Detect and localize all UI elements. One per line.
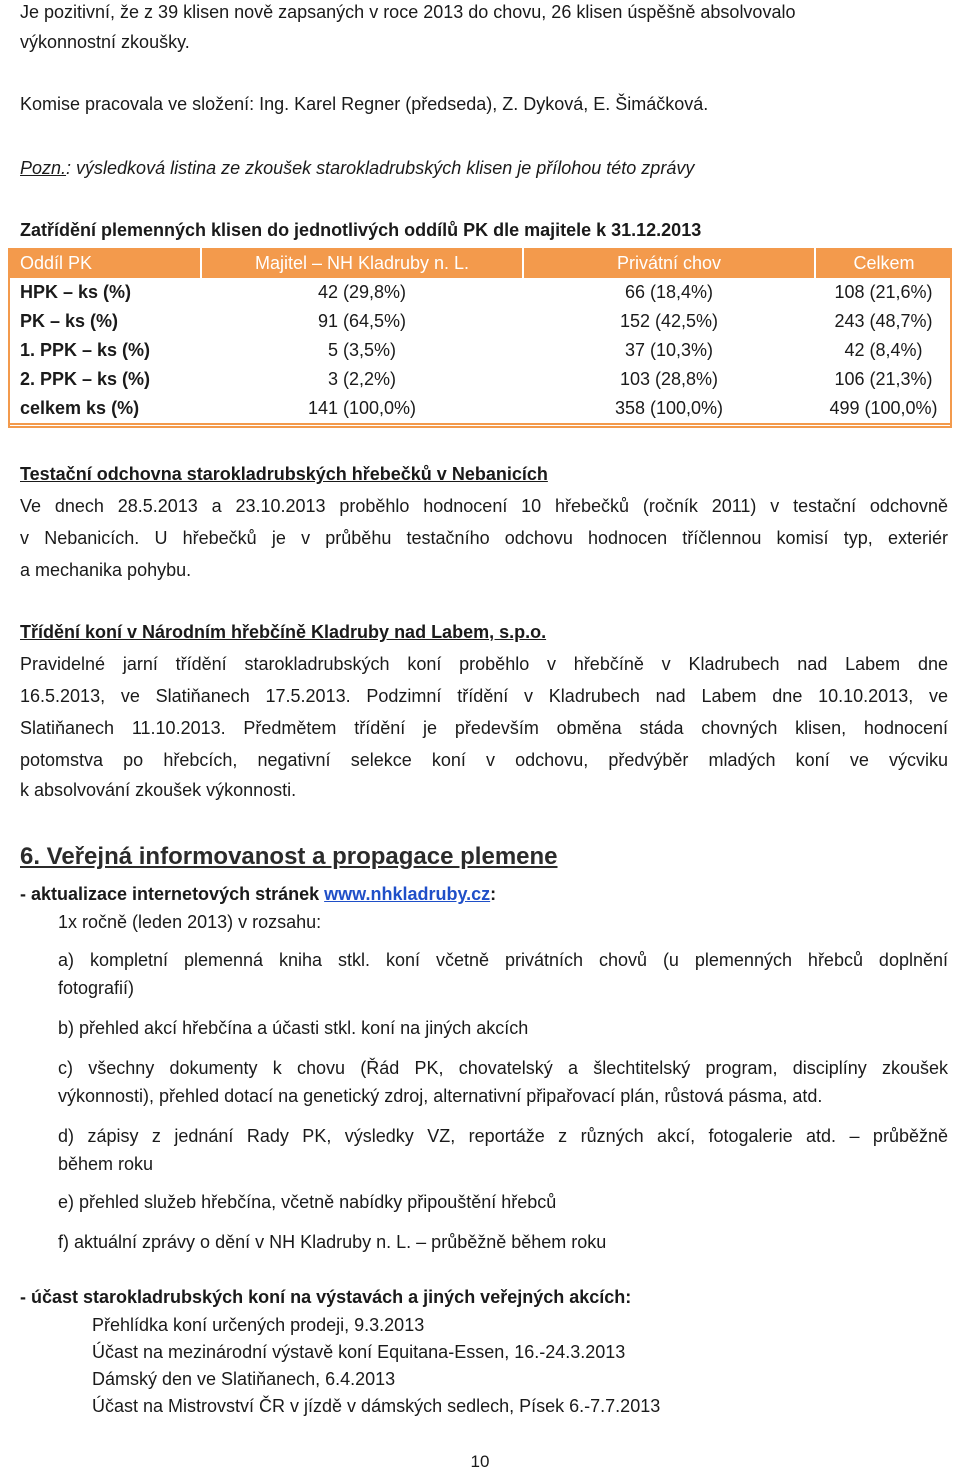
item-c-line-1: c) všechny dokumenty k chovu (Řád PK, chovatelský a šlechtitelský program, disciplíny zkoušek	[58, 1058, 948, 1078]
frequency-text: 1x ročně (leden 2013) v rozsahu:	[58, 912, 322, 932]
item-b: b) přehled akcí hřebčína a účasti stkl. koní na jiných akcích	[58, 1018, 529, 1038]
pozn-text: : výsledková listina ze zkoušek starokladrubských klisen je přílohou této zprávy	[66, 158, 695, 178]
header-oddil: Oddíl PK	[8, 248, 201, 278]
header-privatni: Privátní chov	[523, 248, 815, 278]
event-item: Účast na mezinárodní výstavě koní Equitana-Essen, 16.-24.3.2013	[92, 1342, 626, 1362]
cell: 106 (21,3%)	[834, 369, 933, 389]
item-a-line-1: a) kompletní plemenná kniha stkl. koní včetně privátních chovů (u plemenných hřebců doplnění	[58, 950, 948, 970]
cell: PK – ks (%)	[20, 311, 119, 331]
section-6-heading: 6. Veřejná informovanost a propagace plemene	[20, 843, 558, 870]
komise-text: Komise pracovala ve složení: Ing. Karel Regner (předseda), Z. Dyková, E. Šimáčková.	[20, 94, 709, 114]
cell: 5 (3,5%)	[327, 340, 397, 360]
testacni-heading: Testační odchovna starokladrubských hřebečků v Nebanicích	[20, 464, 548, 484]
cell: 499 (100,0%)	[815, 394, 952, 424]
testacni-line-2: v Nebanicích. U hřebečků je v průběhu testačního odchovu hodnocen tříčlennou komisí typ, exteriér	[20, 528, 948, 548]
item-a-line-2: fotografií)	[58, 978, 135, 998]
header-celkem: Celkem	[815, 248, 952, 278]
cell: 108 (21,6%)	[834, 282, 933, 302]
web-update-colon: :	[490, 884, 497, 904]
table-title: Zatřídění plemenných klisen do jednotlivých oddílů PK dle majitele k 31.12.2013	[20, 220, 702, 240]
table-row	[8, 365, 952, 394]
item-e: e) přehled služeb hřebčína, včetně nabídky připouštění hřebců	[58, 1192, 557, 1212]
intro-line-1: Je pozitivní, že z 39 klisen nově zapsaných v roce 2013 do chovu, 26 klisen úspěšně absolvovalo	[20, 2, 796, 22]
testacni-line-3: a mechanika pohybu.	[20, 560, 192, 580]
website-link[interactable]: www.nhkladruby.cz	[324, 884, 491, 904]
cell: celkem ks (%)	[8, 394, 201, 424]
trideni-line-2: 16.5.2013, ve Slatiňanech 17.5.2013. Podzimní třídění v Kladrubech nad Labem dne 10.10.2013, ve	[20, 686, 948, 706]
cell: HPK – ks (%)	[20, 282, 132, 302]
table-row	[8, 278, 952, 307]
cell: 91 (64,5%)	[317, 311, 407, 331]
trideni-line-4: potomstva po hřebcích, negativní selekce koní v odchovu, předvýběr mladých koní ve výcviku	[20, 750, 948, 770]
table-row-total	[8, 394, 952, 424]
table-row	[8, 307, 952, 336]
cell: 243 (48,7%)	[834, 311, 933, 331]
pozn-label: Pozn.	[20, 158, 67, 178]
cell: 358 (100,0%)	[523, 394, 815, 424]
item-c-line-2: výkonnosti), přehled dotací na genetický zdroj, alternativní připařovací plán, růstová pásma, atd.	[58, 1086, 823, 1106]
intro-line-2: výkonnostní zkoušky.	[20, 32, 190, 52]
cell: 42 (29,8%)	[317, 282, 407, 302]
cell: 103 (28,8%)	[619, 369, 719, 389]
cell: 3 (2,2%)	[327, 369, 397, 389]
web-update-label: - aktualizace internetových stránek	[20, 884, 325, 904]
trideni-line-1: Pravidelné jarní třídění starokladrubských koní proběhlo v hřebčíně v Kladrubech nad Labem dne	[20, 654, 948, 674]
header-majitel: Majitel – NH Kladruby n. L.	[201, 248, 523, 278]
trideni-line-3: Slatiňanech 11.10.2013. Předmětem třídění je především obměna stáda chovných klisen, hodnocení	[20, 718, 948, 738]
web-update-line	[20, 882, 496, 906]
cell: 2. PPK – ks (%)	[20, 369, 151, 389]
cell: 37 (10,3%)	[624, 340, 714, 360]
cell: 66 (18,4%)	[624, 282, 714, 302]
trideni-line-5: k absolvování zkoušek výkonnosti.	[20, 780, 297, 800]
classification-table	[8, 248, 952, 425]
cell: 152 (42,5%)	[619, 311, 719, 331]
testacni-line-1: Ve dnech 28.5.2013 a 23.10.2013 proběhlo hodnocení 10 hřebečků (ročník 2011) v testační odchovně	[20, 496, 948, 516]
cell: 1. PPK – ks (%)	[20, 340, 151, 360]
cell: 141 (100,0%)	[201, 394, 523, 424]
table-header-row	[8, 248, 952, 278]
events-heading: - účast starokladrubských koní na výstavách a jiných veřejných akcích:	[20, 1287, 632, 1307]
event-item: Účast na Mistrovství ČR v jízdě v dámských sedlech, Písek 6.-7.7.2013	[92, 1396, 661, 1416]
cell: 42 (8,4%)	[844, 340, 923, 360]
trideni-heading: Třídění koní v Národním hřebčíně Kladruby nad Labem, s.p.o.	[20, 622, 547, 642]
event-item: Dámský den ve Slatiňanech, 6.4.2013	[92, 1369, 396, 1389]
item-d-line-2: během roku	[58, 1154, 154, 1174]
event-item: Přehlídka koní určených prodeji, 9.3.2013	[92, 1315, 425, 1335]
table-row	[8, 336, 952, 365]
pozn-paragraph	[20, 156, 694, 180]
page-number: 10	[470, 1452, 490, 1471]
item-d-line-1: d) zápisy z jednání Rady PK, výsledky VZ, reportáže z různých akcí, fotogalerie atd. – průběžně	[58, 1126, 948, 1146]
item-f: f) aktuální zprávy o dění v NH Kladruby n. L. – průběžně během roku	[58, 1232, 607, 1252]
